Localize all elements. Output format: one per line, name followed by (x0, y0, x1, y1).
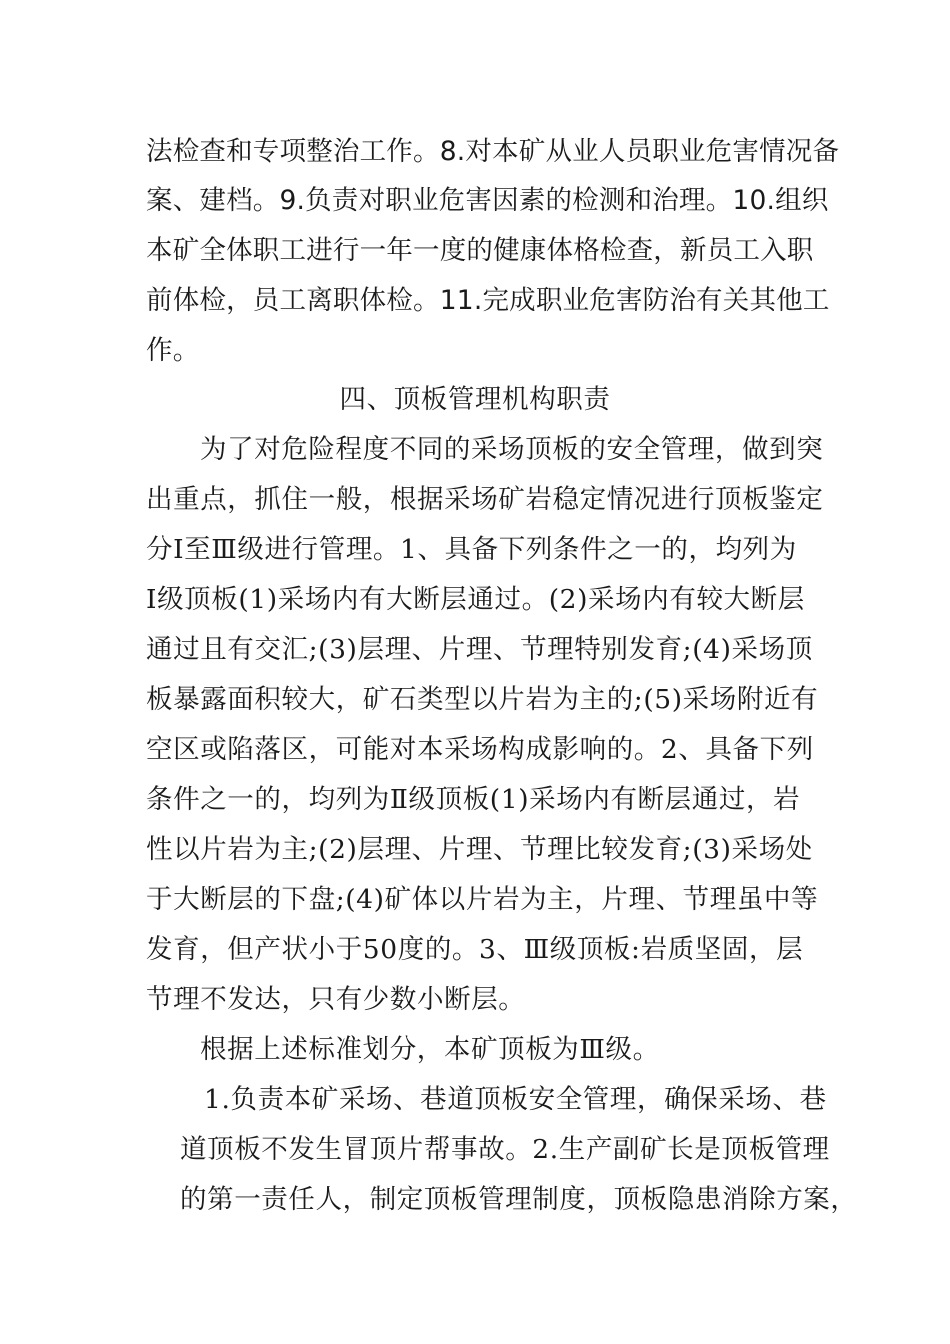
text-line: 板暴露面积较大，矿石类型以片岩为主的;(5)采场附近有 (146, 684, 819, 715)
text-line: 1.负责本矿采场、巷道顶板安全管理，确保采场、巷 (204, 1084, 827, 1115)
text-line: 于大断层的下盘;(4)矿体以片岩为主，片理、节理虽中等 (146, 884, 819, 915)
text-line: 的第一责任人，制定顶板管理制度，顶板隐患消除方案， (180, 1184, 858, 1215)
text-line: 案、建档。9.负责对职业危害因素的检测和治理。10.组织 (146, 185, 829, 216)
section-heading: 四、顶板管理机构职责 (339, 384, 611, 415)
text-line: 法检查和专项整治工作。8.对本矿从业人员职业危害情况备 (146, 136, 840, 167)
text-line: 条件之一的，均列为Ⅱ级顶板(1)采场内有断层通过，岩 (146, 784, 801, 815)
text-line: 作。 (146, 335, 200, 366)
text-line: 发育，但产状小于50度的。3、Ⅲ级顶板:岩质坚固，层 (146, 934, 804, 965)
text-line: 通过且有交汇;(3)层理、片理、节理特别发育;(4)采场顶 (146, 634, 813, 665)
text-line: 出重点，抓住一般，根据采场矿岩稳定情况进行顶板鉴定 (146, 484, 824, 515)
text-line: 节理不发达，只有少数小断层。 (146, 984, 526, 1015)
text-line: 分Ⅰ至Ⅲ级进行管理。1、具备下列条件之一的，均列为 (146, 534, 797, 565)
text-line: 空区或陷落区，可能对本采场构成影响的。2、具备下列 (146, 734, 814, 765)
text-line: 道顶板不发生冒顶片帮事故。2.生产副矿长是顶板管理 (180, 1134, 830, 1165)
text-line: 本矿全体职工进行一年一度的健康体格检查，新员工入职 (146, 235, 814, 266)
text-line: Ⅰ级顶板(1)采场内有大断层通过。(2)采场内有较大断层 (146, 584, 805, 615)
text-line: 为了对危险程度不同的采场顶板的安全管理，做到突 (200, 434, 824, 465)
text-line: 前体检，员工离职体检。11.完成职业危害防治有关其他工 (146, 285, 830, 316)
text-line: 性以片岩为主;(2)层理、片理、节理比较发育;(3)采场处 (146, 834, 813, 865)
paragraph-conclusion: 根据上述标准划分，本矿顶板为Ⅲ级。 (200, 1034, 660, 1065)
